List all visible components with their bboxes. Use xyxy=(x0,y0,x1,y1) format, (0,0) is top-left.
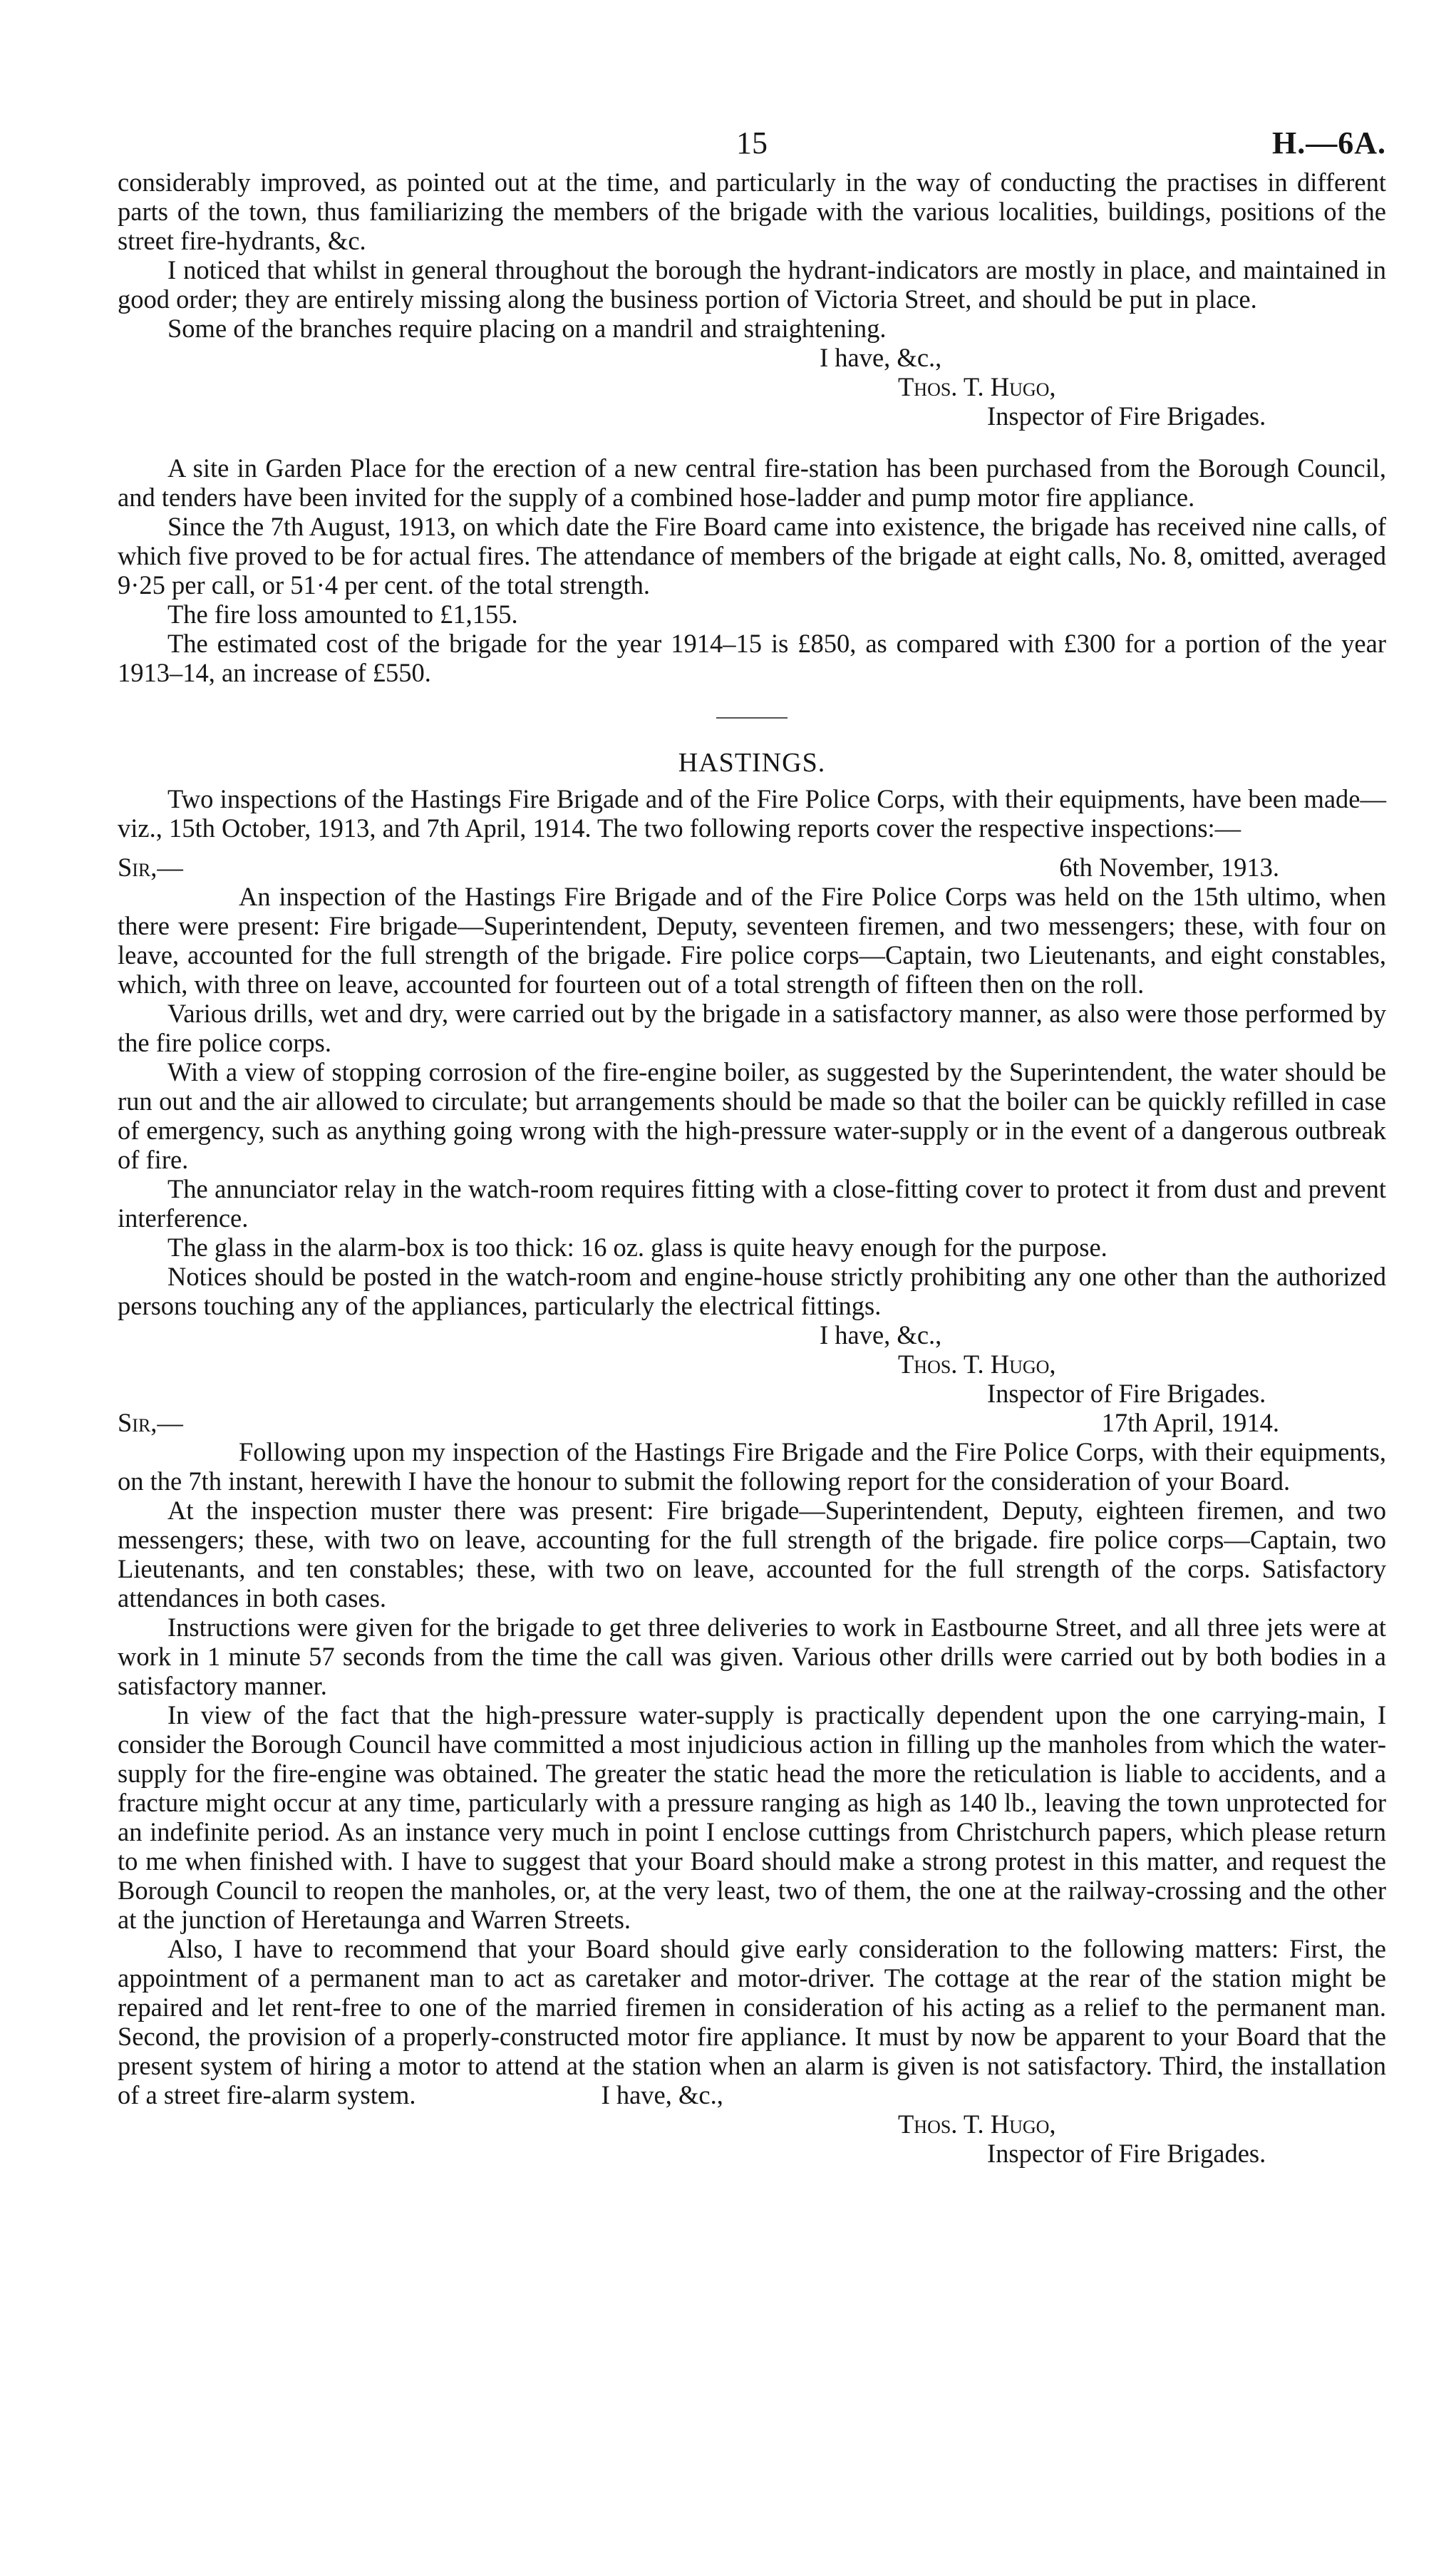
salutation: Sir,— xyxy=(118,1408,183,1437)
signature-title: Inspector of Fire Brigades. xyxy=(987,2139,1266,2168)
document-reference: H.—6A. xyxy=(1272,125,1386,160)
signature-title: Inspector of Fire Brigades. xyxy=(987,401,1266,431)
letter-dateline xyxy=(118,1408,1386,1437)
page-header xyxy=(118,125,1386,168)
salutation: Sir,— xyxy=(118,853,183,882)
paragraph: The glass in the alarm-box is too thick: 16 oz. glass is quite heavy enough for the purpose. xyxy=(167,1233,1108,1262)
paragraph: Following upon my inspection of the Hastings Fire Brigade and the Fire Police Corps, with their equipments, on the 7th instant, herewith I have the honour to submit the following report for the consideration of your Board. xyxy=(118,1437,1386,1496)
signature: Thos. T. Hugo, xyxy=(898,1350,1056,1379)
paragraph: Some of the branches require placing on a mandril and straightening. xyxy=(167,314,887,343)
closing-line: I have, &c., xyxy=(601,2080,723,2109)
paragraph: At the inspection muster there was present: Fire brigade—Superintendent, Deputy, eighteen firemen, and two messengers; these, with two on leave, accounting for the full strength of the brigade. fire police corps—Captain, two Lieutenants, and ten constables; these, with two on leave, accounted for the full strength of the corps. Satisfactory attendances in both cases. xyxy=(118,1496,1386,1613)
paragraph: Two inspections of the Hastings Fire Brigade and of the Fire Police Corps, with their equipments, have been made—viz., 15th October, 1913, and 7th April, 1914. The two following reports cover the respective inspections:— xyxy=(118,784,1386,843)
paragraph xyxy=(118,1934,1386,2109)
closing-line: I have, &c., xyxy=(820,1320,942,1350)
paragraph: considerably improved, as pointed out at the time, and particularly in the way of conducting the practises in different parts of the town, thus familiarizing the members of the brigade with the various localities, buildings, positions of the street fire-hydrants, &c. xyxy=(118,168,1386,255)
paragraph: Notices should be posted in the watch-room and engine-house strictly prohibiting any one other than the authorized persons touching any of the appliances, particularly the electrical fittings. xyxy=(118,1262,1386,1320)
letter-dateline xyxy=(118,853,1386,882)
page-number: 15 xyxy=(736,125,768,160)
paragraph: An inspection of the Hastings Fire Brigade and of the Fire Police Corps was held on the 15th ultimo, when there were present: Fire brigade—Superintendent, Deputy, seventeen firemen, and two messengers; these, with four on leave, accounted for the full strength of the brigade. Fire police corps—Captain, two Lieutenants, and eight constables, which, with three on leave, accounted for fourteen out of a total strength of fifteen then on the roll. xyxy=(118,882,1386,999)
paragraph: A site in Garden Place for the erection of a new central fire-station has been purchased from the Borough Council, and tenders have been invited for the supply of a combined hose-ladder and pump motor fire appliance. xyxy=(118,453,1386,512)
letter-date: 17th April, 1914. xyxy=(1101,1408,1279,1437)
paragraph: The annunciator relay in the watch-room requires fitting with a close-fitting cover to protect it from dust and prevent interference. xyxy=(118,1174,1386,1233)
letter-date: 6th November, 1913. xyxy=(1059,853,1279,882)
signature-title: Inspector of Fire Brigades. xyxy=(987,1379,1266,1408)
section-heading: HASTINGS. xyxy=(678,748,826,778)
paragraph-text: Also, I have to recommend that your Board should give early consideration to the following matters: First, the appointment of a permanent man to act as caretaker and motor-driver. The cottage at the rear of the station might be repaired and let rent-free to one of the married firemen in consideration of his acting as a relief to the permanent man. Second, the provision of a properly-constructed motor fire appliance. It must by now be apparent to your Board that the present system of hiring a motor to attend at the station when an alarm is given is not satisfactory. Third, the installation of a street fire-alarm system. xyxy=(118,1934,1386,2109)
paragraph: With a view of stopping corrosion of the fire-engine boiler, as suggested by the Superintendent, the water should be run out and the air allowed to circulate; but arrangements should be made so that the boiler can be quickly refilled in case of emergency, such as anything going wrong with the high-pressure water-supply or in the event of a dangerous outbreak of fire. xyxy=(118,1057,1386,1174)
paragraph: Since the 7th August, 1913, on which date the Fire Board came into existence, the brigade has received nine calls, of which five proved to be for actual fires. The attendance of members of the brigade at eight calls, No. 8, omitted, averaged 9·25 per call, or 51·4 per cent. of the total strength. xyxy=(118,512,1386,600)
paragraph: The estimated cost of the brigade for the year 1914–15 is £850, as compared with £300 for a portion of the year 1913–14, an increase of £550. xyxy=(118,629,1386,687)
paragraph: I noticed that whilst in general throughout the borough the hydrant-indicators are mostly in place, and maintained in good order; they are entirely missing along the business portion of Victoria Street, and should be put in place. xyxy=(118,255,1386,314)
section-divider xyxy=(716,717,788,719)
paragraph: The fire loss amounted to £1,155. xyxy=(167,600,518,629)
paragraph: In view of the fact that the high-pressure water-supply is practically dependent upon the one carrying-main, I consider the Borough Council have committed a most injudicious action in filling up the manholes from which the water-supply for the fire-engine was obtained. The greater the static head the more the reticulation is liable to accidents, and a fracture might occur at any time, particularly with a pressure ranging as high as 140 lb., leaving the town unprotected for an indefinite period. As an instance very much in point I enclose cuttings from Christchurch papers, which please return to me when finished with. I have to suggest that your Board should make a strong protest in this matter, and request the Borough Council to reopen the manholes, or, at the very least, two of them, the one at the railway-crossing and the other at the junction of Heretaunga and Warren Streets. xyxy=(118,1700,1386,1934)
signature: Thos. T. Hugo, xyxy=(898,2109,1056,2139)
document-page xyxy=(118,125,1386,2168)
paragraph: Instructions were given for the brigade to get three deliveries to work in Eastbourne Street, and all three jets were at work in 1 minute 57 seconds from the time the call was given. Various other drills were carried out by both bodies in a satisfactory manner. xyxy=(118,1613,1386,1700)
paragraph: Various drills, wet and dry, were carried out by the brigade in a satisfactory manner, as also were those performed by the fire police corps. xyxy=(118,999,1386,1057)
signature: Thos. T. Hugo, xyxy=(898,372,1056,401)
closing-line: I have, &c., xyxy=(820,343,942,372)
